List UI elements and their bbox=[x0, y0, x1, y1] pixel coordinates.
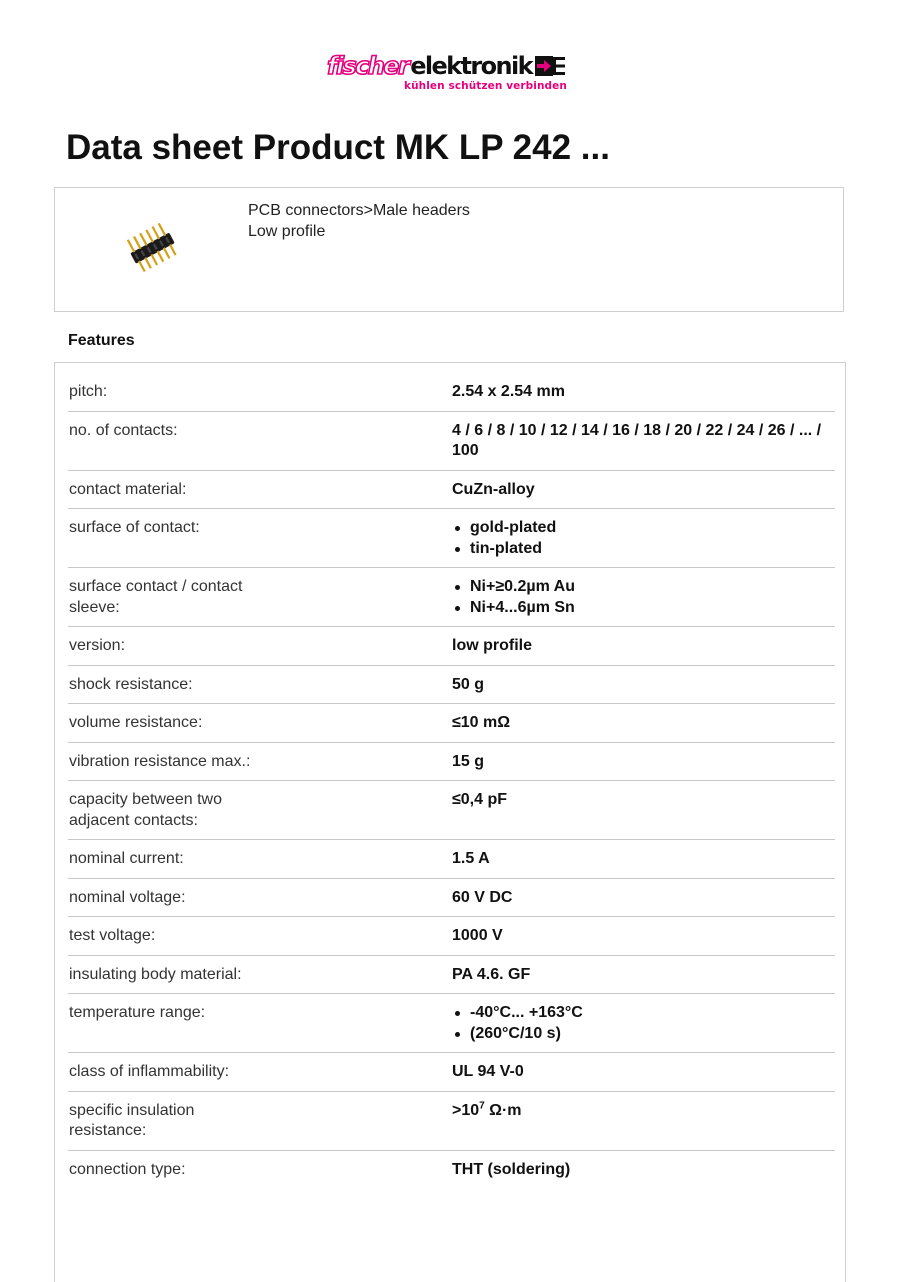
spec-row-contact-material bbox=[68, 471, 835, 510]
spec-label: surface of contact: bbox=[69, 519, 200, 536]
spec-row-insulating-body-material bbox=[68, 956, 835, 995]
value-exponent: 7 bbox=[479, 1100, 485, 1112]
spec-label: version: bbox=[69, 637, 126, 654]
category-path: PCB connectors>Male headers bbox=[248, 202, 470, 219]
spec-row-contacts bbox=[68, 412, 835, 471]
spec-value bbox=[452, 577, 835, 618]
spec-value: ≤0,4 pF bbox=[452, 791, 508, 808]
spec-label: temperature range: bbox=[69, 1004, 206, 1021]
spec-value bbox=[452, 1101, 835, 1142]
logo-tagline: kühlen schützen verbinden bbox=[404, 80, 567, 92]
spec-value: 60 V DC bbox=[452, 888, 513, 906]
list-item: tin-plated bbox=[452, 539, 835, 560]
spec-row-temperature-range bbox=[68, 994, 835, 1053]
spec-table bbox=[68, 373, 835, 1188]
spec-label: contact material: bbox=[69, 480, 187, 498]
spec-row-shock-resistance bbox=[68, 666, 835, 705]
spec-label: test voltage: bbox=[69, 927, 156, 944]
list-item: -40°C... +163°C bbox=[452, 1003, 835, 1024]
spec-value: PA 4.6. GF bbox=[452, 965, 531, 983]
value-unit: Ω·m bbox=[484, 1101, 522, 1119]
spec-value: 4 / 6 / 8 / 10 / 12 / 14 / 16 / 18 / 20 / 22 / 24 / 26 / ... / 100 bbox=[452, 421, 822, 459]
value-base: >10 bbox=[452, 1101, 480, 1119]
spec-value: ≤10 mΩ bbox=[452, 714, 511, 731]
logo-word-elektronik: elektronik bbox=[410, 52, 533, 80]
spec-label: specific insulation resistance: bbox=[69, 1101, 195, 1139]
spec-row-nominal-current bbox=[68, 840, 835, 879]
spec-label: nominal voltage: bbox=[69, 888, 186, 906]
spec-row-volume-resistance bbox=[68, 704, 835, 743]
spec-row-vibration-resistance bbox=[68, 743, 835, 782]
list-item: gold-plated bbox=[452, 518, 835, 539]
spec-label: shock resistance: bbox=[69, 675, 193, 693]
spec-value: 1000 V bbox=[452, 927, 503, 944]
spec-label: insulating body material: bbox=[69, 965, 242, 983]
spec-label: nominal current: bbox=[69, 850, 184, 867]
spec-row-connection-type bbox=[68, 1151, 835, 1189]
spec-value: 15 g bbox=[452, 752, 485, 770]
spec-row-capacity bbox=[68, 781, 835, 840]
spec-label: volume resistance: bbox=[69, 714, 203, 731]
list-item: Ni+4...6µm Sn bbox=[452, 598, 835, 619]
product-category bbox=[248, 200, 470, 242]
spec-row-inflammability bbox=[68, 1053, 835, 1092]
spec-value: 1.5 A bbox=[452, 850, 490, 867]
spec-row-surface-contact-sleeve bbox=[68, 568, 835, 627]
spec-value: low profile bbox=[452, 637, 532, 654]
spec-label: class of inflammability: bbox=[69, 1063, 230, 1080]
features-panel bbox=[54, 362, 846, 1282]
spec-row-test-voltage bbox=[68, 917, 835, 956]
spec-label: connection type: bbox=[69, 1160, 186, 1178]
spec-value-list bbox=[452, 577, 835, 618]
spec-value: THT (soldering) bbox=[452, 1160, 571, 1178]
features-heading: Features bbox=[68, 332, 135, 349]
category-subtype: Low profile bbox=[248, 223, 326, 240]
spec-value: CuZn-alloy bbox=[452, 480, 535, 498]
spec-label: surface contact / contact sleeve: bbox=[69, 578, 243, 616]
spec-label: vibration resistance max.: bbox=[69, 752, 251, 770]
spec-value bbox=[452, 518, 835, 559]
spec-value bbox=[452, 1003, 835, 1044]
list-item: Ni+≥0.2µm Au bbox=[452, 577, 835, 598]
spec-value: 2.54 x 2.54 mm bbox=[452, 383, 565, 400]
spec-label: capacity between two adjacent contacts: bbox=[69, 791, 222, 829]
brand-logo bbox=[327, 52, 575, 94]
page-title: Data sheet Product MK LP 242 ... bbox=[66, 128, 610, 167]
spec-row-surface-of-contact bbox=[68, 509, 835, 568]
spec-label: no. of contacts: bbox=[69, 421, 178, 439]
arrow-into-comb-icon bbox=[535, 56, 565, 76]
male-header-connector-icon bbox=[127, 223, 179, 275]
spec-row-nominal-voltage bbox=[68, 879, 835, 918]
spec-value-list bbox=[452, 1003, 835, 1044]
logo-word-fischer: fischer bbox=[327, 52, 409, 80]
product-overview bbox=[54, 187, 844, 312]
spec-value: 50 g bbox=[452, 675, 485, 693]
spec-row-insulation-resistance bbox=[68, 1092, 835, 1151]
spec-row-version bbox=[68, 627, 835, 666]
spec-value-list bbox=[452, 518, 835, 559]
spec-row-pitch bbox=[68, 373, 835, 412]
spec-value: UL 94 V-0 bbox=[452, 1063, 524, 1080]
spec-label: pitch: bbox=[69, 383, 108, 400]
list-item: (260°C/10 s) bbox=[452, 1024, 835, 1045]
